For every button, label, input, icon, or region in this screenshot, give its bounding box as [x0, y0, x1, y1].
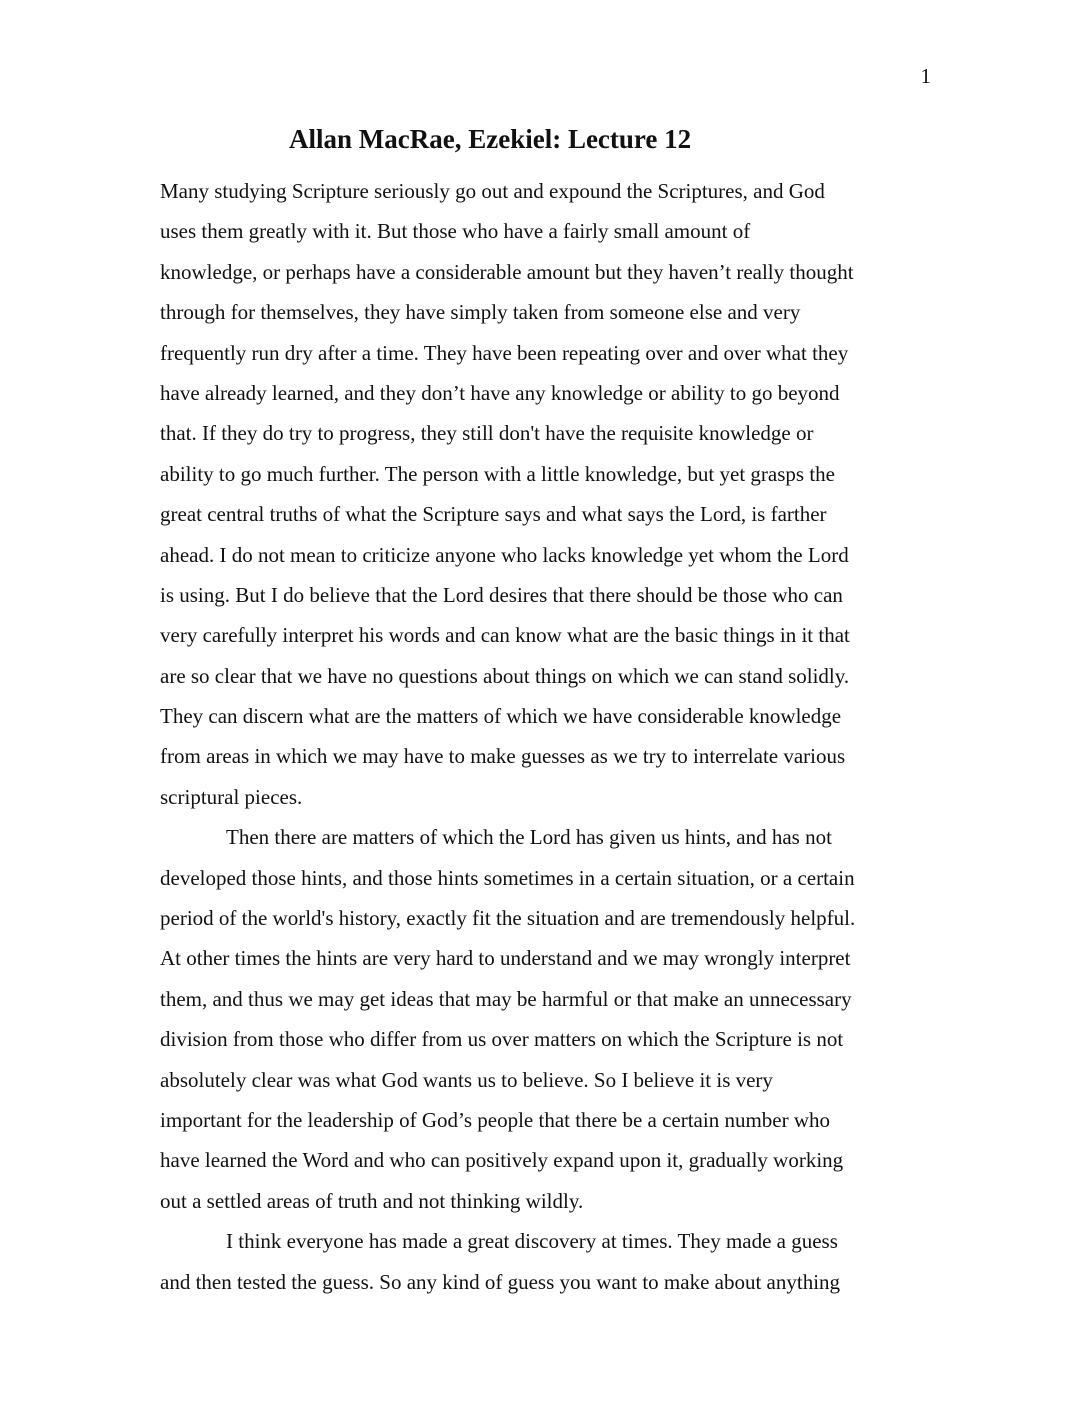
- text-line: important for the leadership of God’s people that there be a certain number who: [160, 1107, 831, 1132]
- text-line: At other times the hints are very hard to understand and we may wrongly interpret: [160, 946, 851, 971]
- paragraph-1: [160, 171, 952, 817]
- text-line: absolutely clear was what God wants us to believe. So I believe it is very: [160, 1067, 773, 1092]
- text-line: them, and thus we may get ideas that may be harmful or that make an unnecessary: [160, 986, 852, 1011]
- text-line: division from those who differ from us over matters on which the Scripture is not: [160, 1027, 844, 1052]
- paragraph-2: [160, 817, 952, 1221]
- text-line: very carefully interpret his words and can know what are the basic things in it that: [160, 623, 850, 648]
- lecture-title: Allan MacRae, Ezekiel: Lecture 12: [289, 124, 692, 154]
- text-line: out a settled areas of truth and not thinking wildly.: [160, 1188, 584, 1213]
- text-line: is using. But I do believe that the Lord desires that there should be those who can: [160, 582, 843, 607]
- text-line: knowledge, or perhaps have a considerable amount but they haven’t really thought: [160, 259, 854, 284]
- page-number: 1: [920, 64, 931, 88]
- text-line: They can discern what are the matters of which we have considerable knowledge: [160, 704, 842, 729]
- text-line: that. If they do try to progress, they still don't have the requisite knowledge or: [160, 421, 814, 446]
- text-line: ability to go much further. The person with a little knowledge, but yet grasps the: [160, 461, 835, 486]
- text-line: frequently run dry after a time. They have been repeating over and over what they: [160, 340, 849, 365]
- text-line: scriptural pieces.: [160, 784, 303, 809]
- text-line: great central truths of what the Scripture says and what says the Lord, is farther: [160, 502, 827, 527]
- text-line: from areas in which we may have to make guesses as we try to interrelate various: [160, 744, 846, 769]
- paragraph-3: [160, 1221, 952, 1302]
- text-line-indented: I think everyone has made a great discovery at times. They made a guess: [226, 1229, 838, 1254]
- text-line: Many studying Scripture seriously go out and expound the Scriptures, and God: [160, 179, 825, 203]
- text-line: through for themselves, they have simply taken from someone else and very: [160, 300, 801, 325]
- text-line: and then tested the guess. So any kind of guess you want to make about anything: [160, 1269, 841, 1294]
- text-line: period of the world's history, exactly fit the situation and are tremendously helpful.: [160, 906, 856, 931]
- text-line: ahead. I do not mean to criticize anyone who lacks knowledge yet whom the Lord: [160, 542, 849, 567]
- text-line: are so clear that we have no questions about things on which we can stand solidly.: [160, 663, 850, 688]
- text-line: have already learned, and they don’t have any knowledge or ability to go beyond: [160, 380, 840, 405]
- text-line: developed those hints, and those hints sometimes in a certain situation, or a certain: [160, 865, 855, 890]
- text-line: uses them greatly with it. But those who have a fairly small amount of: [160, 219, 751, 244]
- text-line: have learned the Word and who can positively expand upon it, gradually working: [160, 1148, 844, 1173]
- text-line-indented: Then there are matters of which the Lord has given us hints, and has not: [226, 825, 832, 850]
- lecture-body: [160, 171, 952, 1302]
